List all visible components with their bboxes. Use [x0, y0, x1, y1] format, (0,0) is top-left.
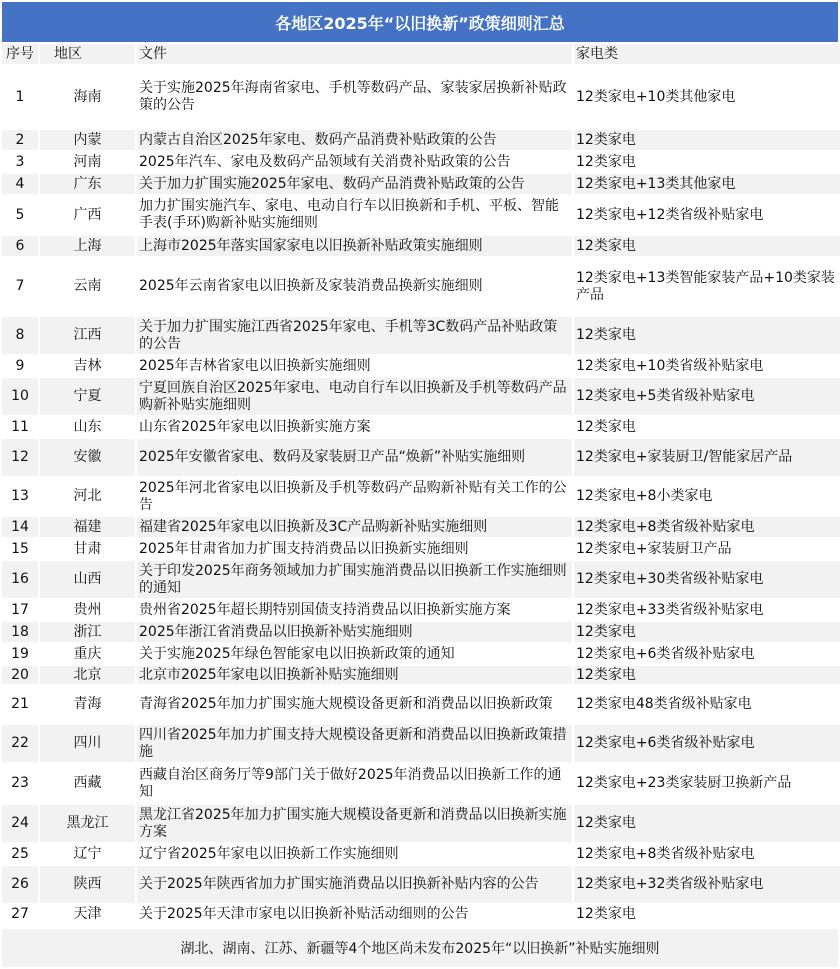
header-category: 家电类: [574, 44, 840, 64]
cell-document: 辽宁省2025年家电以旧换新工作实施细则: [139, 845, 399, 862]
cell-region: 海南: [73, 88, 102, 105]
cell-document: 黑龙江省2025年加力扩围实施大规模设备更新和消费品以旧换新实施方案: [137, 805, 572, 842]
cell-region: 甘肃: [73, 540, 102, 557]
cell-region: 北京: [40, 666, 135, 684]
cell-index: 27: [11, 906, 29, 922]
cell-document: 2025年河北省家电以旧换新及手机等数码产品购新补贴有关工作的公告: [139, 479, 567, 513]
cell-document: 2025年云南省家电以旧换新及家装消费品换新实施细则: [139, 278, 483, 294]
cell-region: 陕西: [40, 866, 135, 903]
cell-index: 23: [11, 775, 29, 791]
table-row: [2, 600, 838, 620]
cell-index: 5: [15, 206, 25, 223]
table-row: [2, 561, 838, 598]
cell-region: 内蒙: [40, 130, 135, 150]
cell-document: 2025年浙江省消费品以旧换新补贴实施细则: [137, 622, 572, 642]
cell-category: 12类家电: [576, 906, 636, 922]
cell-index: 9: [15, 357, 25, 374]
cell-index: 25: [11, 845, 29, 862]
cell-category: 12类家电: [574, 622, 840, 642]
cell-category: 12类家电+12类省级补贴家电: [576, 206, 764, 223]
cell-region: 河北: [73, 488, 102, 504]
table-row: [2, 622, 838, 642]
table-row: [2, 666, 838, 684]
table-row: [2, 517, 838, 537]
cell-region: 江西: [40, 317, 135, 354]
cell-document: 关于2025年天津市家电以旧换新补贴活动细则的公告: [139, 906, 469, 922]
cell-document: 内蒙古自治区2025年家电、数码产品消费补贴政策的公告: [137, 130, 572, 150]
cell-category: 12类家电+8小类家电: [576, 488, 713, 504]
cell-category: 12类家电+8类省级补贴家电: [574, 517, 840, 537]
table-row: [2, 764, 838, 803]
cell-index: 15: [11, 540, 29, 557]
cell-document: 关于加力扩围实施江西省2025年家电、手机等3C数码产品补贴政策的公告: [137, 317, 572, 354]
cell-index: 19: [11, 645, 29, 662]
cell-index: 14: [2, 517, 38, 537]
cell-index: 10: [2, 378, 38, 415]
cell-region: 安徽: [40, 439, 135, 476]
table-row: [2, 317, 838, 354]
cell-index: 8: [2, 317, 38, 354]
cell-region: 浙江: [40, 622, 135, 642]
cell-category: 12类家电: [574, 805, 840, 842]
table-row: [2, 686, 838, 723]
cell-document: 2025年甘肃省加力扩围支持消费品以旧换新实施细则: [139, 540, 469, 557]
cell-document: 青海省2025年加力扩围实施大规模设备更新和消费品以旧换新政策: [139, 696, 553, 712]
cell-category: 12类家电: [574, 236, 840, 256]
cell-document: 山东省2025年家电以旧换新实施方案: [139, 418, 371, 435]
cell-category: 12类家电+13类其他家电: [574, 174, 840, 194]
table-row: [2, 725, 838, 762]
table-row: [2, 905, 838, 924]
cell-index: 4: [2, 174, 38, 194]
cell-region: 广西: [73, 206, 102, 223]
table-row: [2, 196, 838, 234]
cell-region: 贵州: [73, 601, 102, 618]
cell-index: 11: [11, 418, 29, 435]
cell-document: 2025年吉林省家电以旧换新实施细则: [139, 357, 371, 374]
cell-region: 河南: [73, 153, 102, 170]
cell-category: 12类家电+8类省级补贴家电: [576, 845, 755, 862]
table-row: [2, 258, 838, 315]
cell-category: 12类家电48类省级补贴家电: [576, 696, 752, 712]
table-row: [2, 539, 838, 559]
cell-index: 2: [2, 130, 38, 150]
cell-document: 宁夏回族自治区2025年家电、电动自行车以旧换新及手机等数码产品购新补贴实施细则: [137, 378, 572, 415]
cell-category: 12类家电+32类省级补贴家电: [574, 866, 840, 903]
cell-document: 贵州省2025年超长期特别国债支持消费品以旧换新实施方案: [139, 601, 511, 618]
cell-region: 辽宁: [73, 845, 102, 862]
cell-document: 关于印发2025年商务领域加力扩围实施消费品以旧换新工作实施细则的通知: [137, 561, 572, 598]
table-row: [2, 439, 838, 476]
cell-document: 上海市2025年落实国家家电以旧换新补贴政策实施细则: [137, 236, 572, 256]
cell-category: 12类家电+10类其他家电: [576, 88, 736, 105]
cell-document: 北京市2025年家电以旧换新补贴实施细则: [137, 666, 572, 684]
cell-index: 22: [2, 725, 38, 762]
cell-category: 12类家电+30类省级补贴家电: [574, 561, 840, 598]
cell-index: 16: [2, 561, 38, 598]
cell-region: 西藏: [73, 775, 102, 791]
cell-category: 12类家电: [574, 317, 840, 354]
cell-category: 12类家电: [574, 666, 840, 684]
cell-index: 13: [11, 488, 29, 504]
cell-document: 加力扩围实施汽车、家电、电动自行车以旧换新和手机、平板、智能手表(手环)购新补贴实施细则: [139, 198, 559, 231]
cell-document: 关于加力扩围实施2025年家电、数码产品消费补贴政策的公告: [137, 174, 572, 194]
cell-index: 26: [2, 866, 38, 903]
table-row: [2, 236, 838, 256]
cell-index: 21: [11, 696, 29, 712]
table-row: [2, 478, 838, 515]
table-header: [2, 44, 838, 64]
cell-index: 12: [2, 439, 38, 476]
header-region: 地区: [40, 44, 135, 64]
cell-region: 青海: [73, 696, 102, 712]
cell-region: 广东: [40, 174, 135, 194]
cell-category: 12类家电+家装厨卫产品: [576, 540, 732, 557]
table-row: [2, 356, 838, 376]
cell-category: 12类家电: [576, 153, 636, 170]
cell-category: 12类家电+家装厨卫/智能家居产品: [574, 439, 840, 476]
header-index: 序号: [2, 44, 38, 64]
cell-category: 12类家电: [574, 130, 840, 150]
cell-region: 四川: [40, 725, 135, 762]
table-row: [2, 378, 838, 415]
cell-document: 西藏自治区商务厅等9部门关于做好2025年消费品以旧换新工作的通知: [139, 766, 562, 800]
table-row: [2, 417, 838, 437]
cell-document: 关于实施2025年海南省家电、手机等数码产品、家装家居换新补贴政策的公告: [139, 80, 567, 113]
table-row: [2, 130, 838, 150]
cell-category: 12类家电+33类省级补贴家电: [576, 601, 764, 618]
cell-document: 关于2025年陕西省加力扩围实施消费品以旧换新补贴内容的公告: [137, 866, 572, 903]
policy-table: [2, 44, 838, 926]
cell-region: 云南: [73, 278, 102, 294]
cell-index: 24: [2, 805, 38, 842]
cell-document: 2025年汽车、家电及数码产品领域有关消费补贴政策的公告: [139, 153, 511, 170]
cell-index: 3: [15, 153, 25, 170]
cell-document: 福建省2025年家电以旧换新及3C产品购新补贴实施细则: [137, 517, 572, 537]
cell-region: 重庆: [73, 645, 102, 662]
cell-region: 福建: [40, 517, 135, 537]
cell-index: 1: [15, 88, 25, 105]
cell-index: 17: [11, 601, 29, 618]
table-row: [2, 174, 838, 194]
cell-category: 12类家电+10类省级补贴家电: [576, 357, 764, 374]
cell-index: 6: [2, 236, 38, 256]
cell-region: 天津: [73, 906, 102, 922]
table-row: [2, 644, 838, 664]
table-row: [2, 66, 838, 128]
table-row: [2, 152, 838, 172]
header-document: 文件: [137, 44, 572, 64]
cell-region: 山西: [40, 561, 135, 598]
cell-category: 12类家电: [576, 418, 636, 435]
table-row: [2, 805, 838, 842]
cell-index: 20: [2, 666, 38, 684]
cell-region: 上海: [40, 236, 135, 256]
cell-category: 12类家电+23类家装厨卫换新产品: [576, 775, 792, 791]
cell-document: 四川省2025年加力扩围支持大规模设备更新和消费品以旧换新政策措施: [137, 725, 572, 762]
table-row: [2, 844, 838, 864]
cell-index: 7: [15, 278, 25, 294]
cell-region: 黑龙江: [40, 805, 135, 842]
cell-region: 吉林: [73, 357, 102, 374]
cell-category: 12类家电+5类省级补贴家电: [574, 378, 840, 415]
table-row: [2, 866, 838, 903]
cell-category: 12类家电+6类省级补贴家电: [574, 725, 840, 762]
cell-document: 关于实施2025年绿色智能家电以旧换新政策的通知: [139, 645, 455, 662]
cell-region: 宁夏: [40, 378, 135, 415]
table-title: 各地区2025年“以旧换新”政策细则汇总: [2, 2, 838, 42]
cell-region: 山东: [73, 418, 102, 435]
cell-category: 12类家电+13类智能家装产品+10类家装产品: [576, 269, 835, 303]
cell-document: 2025年安徽省家电、数码及家装厨卫产品“焕新”补贴实施细则: [137, 439, 572, 476]
cell-index: 18: [2, 622, 38, 642]
cell-category: 12类家电+6类省级补贴家电: [576, 645, 755, 662]
table-footer-note: 湖北、湖南、江苏、新疆等4个地区尚未发布2025年“以旧换新”补贴实施细则: [2, 929, 838, 967]
